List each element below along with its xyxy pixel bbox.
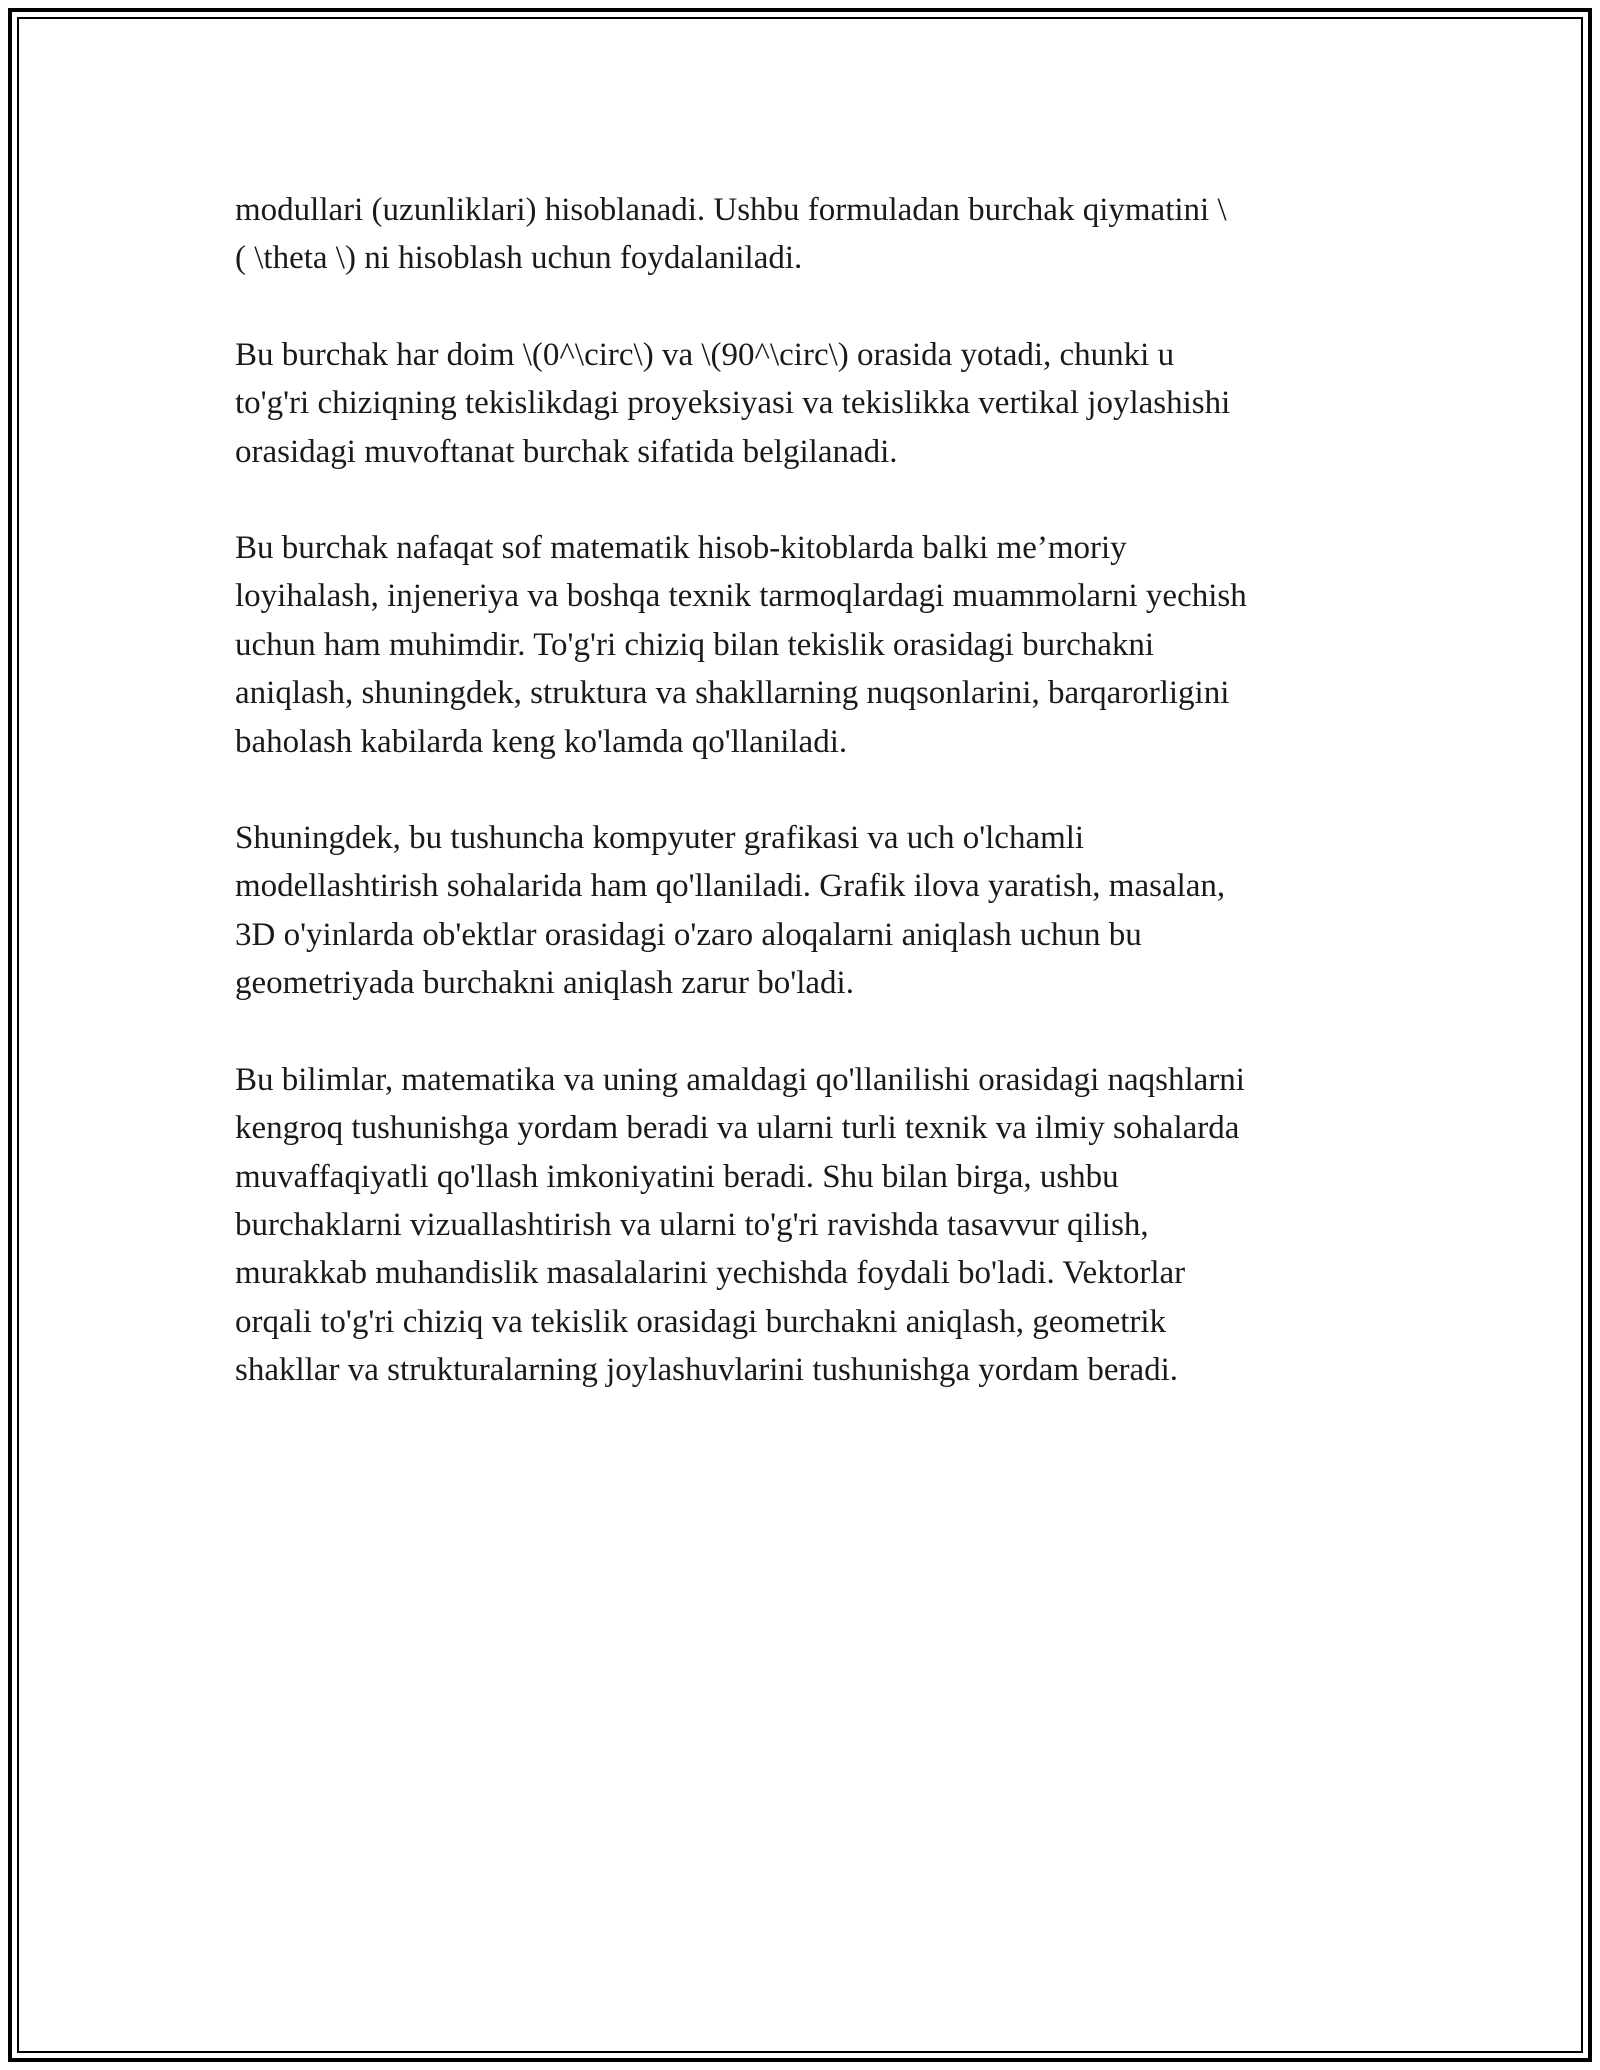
paragraph-1: modullari (uzunliklari) hisoblanadi. Ushbu formuladan burchak qiymatini \ ( \theta \) ni hisoblash uchun foydalaniladi. — [235, 192, 1227, 277]
paragraph-3: Bu burchak nafaqat sof matematik hisob-kitoblarda balki me’moriy loyihalash, injeneriya va boshqa texnik tarmoqlardagi muammolarni yechish uchun ham muhimdir. To'g'ri chiziq bilan tekislik orasidagi burchakni aniqlash, shuningdek, struktura va shakllarning nuqsonlarini, barqarorligini baholash kabilarda keng ko'lamda qo'llaniladi. — [235, 530, 1247, 760]
paragraph-5: Bu bilimlar, matematika va uning amaldagi qo'llanilishi orasidagi naqshlarni kengroq tushunishga yordam beradi va ularni turli texnik va ilmiy sohalarda muvaffaqiyatli qo'llash imkoniyatini beradi. Shu bilan birga, ushbu burchaklarni vizuallashtirish va ularni to'g'ri ravishda tasavvur qilish, murakkab muhandislik masalalarini yechishda foydali bo'ladi. Vektorlar orqali to'g'ri chiziq va tekislik orasidagi burchakni aniqlash, geometrik shakllar va strukturalarning joylashuvlarini tushunishga yordam beradi. — [235, 1061, 1245, 1389]
paragraph-4: Shuningdek, bu tushuncha kompyuter grafikasi va uch o'lchamli modellashtirish sohalarida ham qo'llaniladi. Grafik ilova yaratish, masalan, 3D o'yinlarda ob'ektlar orasidagi o'zaro aloqalarni aniqlash uchun bu geometriyada burchakni aniqlash zarur bo'ladi. — [235, 820, 1226, 1002]
document-body — [235, 186, 1365, 1443]
paragraph-2: Bu burchak har doim \(0^\circ\) va \(90^\circ\) orasida yotadi, chunki u to'g'ri chiziqning tekislikdagi proyeksiyasi va tekislikka vertikal joylashishi orasidagi muvoftanat burchak sifatida belgilanadi. — [235, 336, 1231, 470]
